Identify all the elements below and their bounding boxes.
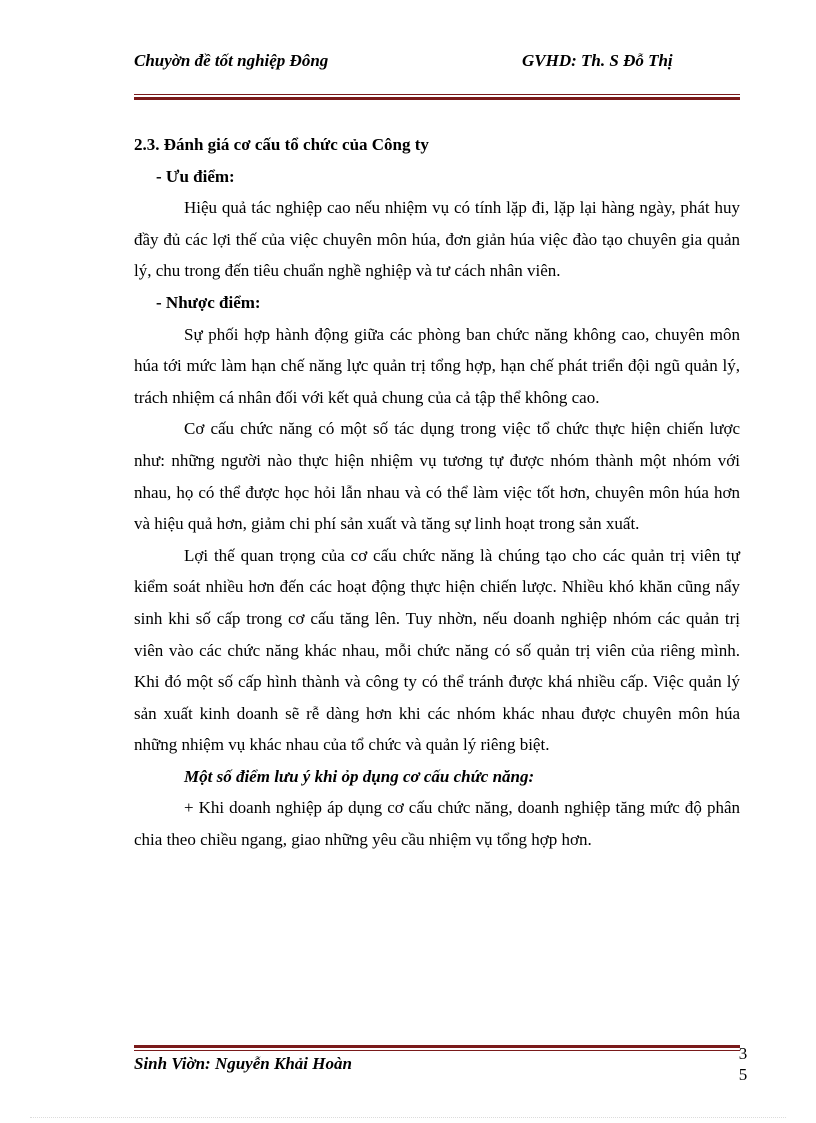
paragraph-functional-structure: Cơ cấu chức năng có một số tác dụng trong việc tổ chức thực hiện chiến lược như: những người nào thực hiện nhiệm vụ tương tự được nhóm thành một nhóm với nhau, họ có thể được học hỏi lẫn nhau và có thể làm việc tốt hơn, chuyên môn húa hơn và hiệu quả hơn, giảm chi phí sản xuất và tăng sự linh hoạt trong sản xuất. (134, 419, 740, 534)
subheading-notes: Một số điểm lưu ý khi ỏp dụng cơ cấu chức năng: (184, 766, 535, 786)
page-number-digit-1: 3 (738, 1044, 748, 1063)
page-number (736, 1043, 750, 1085)
header-thesis-title: Chuyờn đề tốt nghiệp Đông (134, 51, 329, 70)
disadvantages-label: - Nhược điểm: (156, 292, 261, 312)
footer-rule-thick (134, 1045, 740, 1048)
footer-student: Sinh Viờn: Nguyễn Khải Hoàn (134, 1054, 352, 1073)
header-rule-thin (134, 94, 740, 95)
paragraph-advantage: Lợi thế quan trọng của cơ cấu chức năng là chúng tạo cho các quản trị viên tự kiểm soát nhiều hơn đến các hoạt động thực hiện chiến lược. Nhiều khó khăn cũng nẩy sinh khi số cấp trong cơ cấu tăng lên. Tuy nhờn, nếu doanh nghiệp nhóm các quản trị viên vào các chức năng khác nhau, mỗi chức năng có số quản trị viên của riêng mình. Khi đó một số cấp hình thành và công ty có thể tránh được khá nhiều cấp. Việc quản lý sản xuất kinh doanh sẽ rễ dàng hơn khi các nhóm khác nhau được chuyên môn húa những nhiệm vụ khác nhau của tổ chức và quản lý riêng biệt. (134, 545, 740, 755)
advantages-label: - Ưu điểm: (156, 166, 235, 186)
header-rule-thick (134, 97, 740, 100)
disadvantages-paragraph: Sự phối hợp hành động giữa các phòng ban chức năng không cao, chuyên môn húa tới mức làm hạn chế năng lực quản trị tổng hợp, hạn chế phát triển đội ngũ quản lý, trách nhiệm cá nhân đối với kết quả chung của cả tập thể không cao. (134, 324, 740, 407)
document-body (134, 129, 740, 856)
footer-rule-thin (134, 1050, 740, 1051)
header-advisor: GVHD: Th. S Đỗ Thị (522, 51, 673, 70)
paragraph-note-1: + Khi doanh nghiệp áp dụng cơ cấu chức năng, doanh nghiệp tăng mức độ phân chia theo chiều ngang, giao những yêu cầu nhiệm vụ tổng hợp hơn. (134, 798, 740, 850)
advantages-paragraph: Hiệu quả tác nghiệp cao nếu nhiệm vụ có tính lặp đi, lặp lại hàng ngày, phát huy đầy đủ các lợi thế của việc chuyên môn húa, đơn giản húa việc đào tạo chuyên gia quản lý, chu trong đến tiêu chuẩn nghề nghiệp và tư cách nhân viên. (134, 198, 740, 281)
page-bottom-border (30, 1117, 786, 1118)
section-heading: 2.3. Đánh giá cơ cấu tổ chức của Công ty (134, 135, 429, 154)
page-number-digit-2: 5 (738, 1065, 748, 1084)
